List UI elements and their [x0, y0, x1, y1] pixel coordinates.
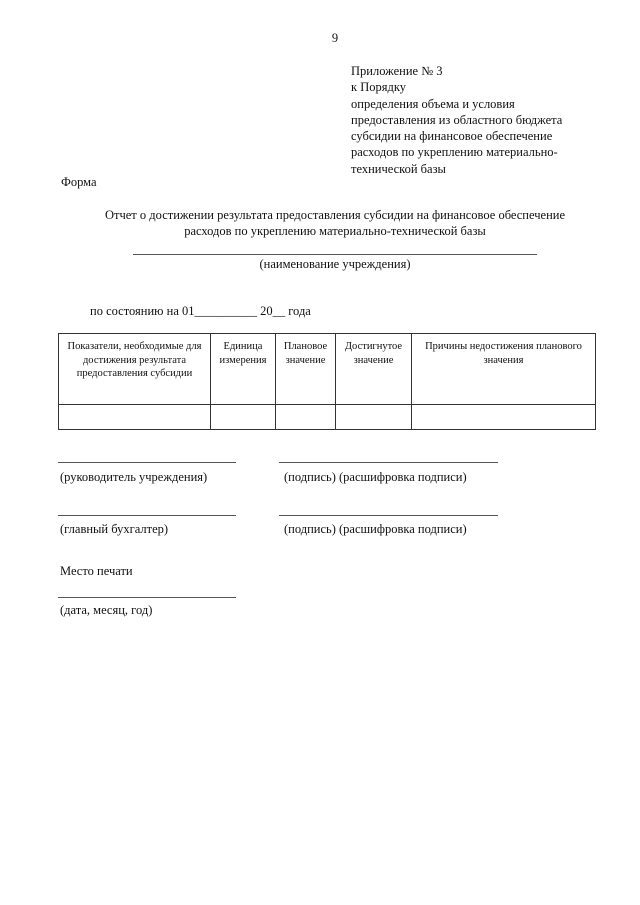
report-title-line: Отчет о достижении результата предоставления субсидии на финансовое обеспечение — [104, 208, 565, 222]
table-cell[interactable] — [211, 405, 276, 430]
head-signature-line — [279, 462, 498, 463]
appendix-line: расходов по укреплению материально- — [351, 145, 558, 160]
date-caption: (дата, месяц, год) — [60, 603, 153, 617]
appendix-line: предоставления из областного бюджета — [351, 112, 563, 127]
as-of-date-line: по состоянию на 01__________ 20__ года — [90, 304, 311, 318]
head-name-line — [58, 462, 236, 463]
appendix-header — [351, 63, 562, 177]
column-header: Причины недостижения планового значения — [412, 334, 596, 405]
appendix-line: определения объема и условия — [351, 96, 515, 111]
head-signature-caption: (подпись) (расшифровка подписи) — [284, 470, 467, 484]
institution-name-line — [133, 254, 537, 255]
accountant-signature-line — [279, 515, 498, 516]
report-title-line: расходов по укреплению материально-технической базы — [184, 224, 486, 238]
table-cell[interactable] — [59, 405, 211, 430]
appendix-line: субсидии на финансовое обеспечение — [351, 129, 553, 144]
date-line — [58, 597, 236, 598]
head-caption: (руководитель учреждения) — [60, 470, 208, 484]
indicators-table — [58, 333, 596, 430]
table-cell[interactable] — [276, 405, 336, 430]
appendix-line: Приложение № 3 — [351, 64, 443, 78]
column-header: Единица измерения — [211, 334, 276, 405]
table-header-row — [59, 334, 596, 405]
accountant-caption: (главный бухгалтер) — [60, 522, 169, 536]
accountant-signature-caption: (подпись) (расшифровка подписи) — [284, 522, 467, 536]
column-header: Достигнутое значение — [336, 334, 412, 405]
form-label: Форма — [61, 175, 97, 189]
institution-caption: (наименование учреждения) — [259, 257, 411, 271]
table-cell[interactable] — [336, 405, 412, 430]
page-number: 9 — [331, 31, 339, 45]
appendix-line: технической базы — [351, 161, 446, 176]
stamp-label: Место печати — [60, 564, 133, 578]
column-header: Показатели, необходимые для достижения результата предоставления субсидии — [59, 334, 211, 405]
accountant-name-line — [58, 515, 236, 516]
column-header: Плановое значение — [276, 334, 336, 405]
appendix-line: к Порядку — [351, 80, 406, 95]
table-cell[interactable] — [412, 405, 596, 430]
report-title — [0, 207, 640, 239]
table-row — [59, 405, 596, 430]
